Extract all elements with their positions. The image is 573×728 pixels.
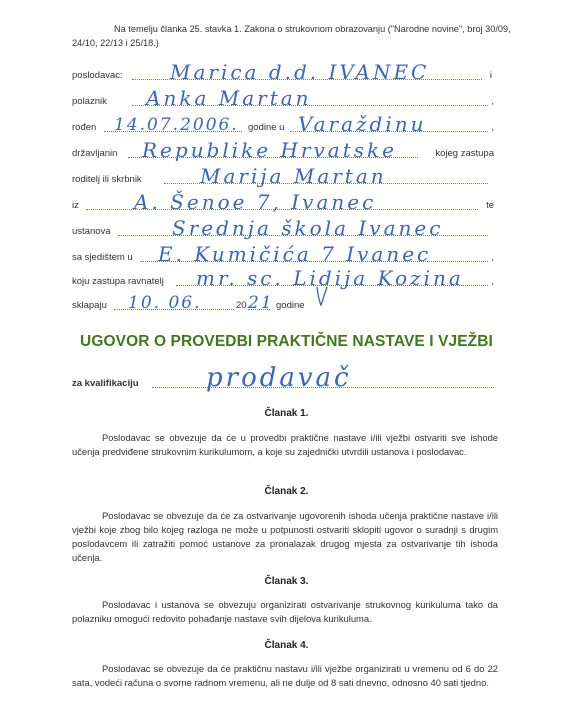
suffix-iz: te — [486, 200, 494, 211]
label-ravnatelj: koju zastupa ravnatelj — [72, 276, 164, 287]
article-2-heading: Članak 2. — [264, 486, 309, 497]
value-ustanova: Srednja škola Ivanec — [172, 216, 444, 240]
label-sklapaju: sklapaju — [72, 300, 107, 311]
value-poslodavac: Marica d.d. IVANEC — [170, 60, 430, 84]
suffix-sjediste: , — [491, 252, 494, 263]
article-3-text: Poslodavac i ustanova se obvezuju organizirati ostvarivanje strukovnog kurikuluma tako da polazniku omogući redovito pohađanje nastave svih dijelova kurikuluma. — [72, 599, 498, 624]
intro-text: Na temelju članka 25. stavka 1. Zakona o strukovnom obrazovanju ("Narodne novine", broj 30/09, 24/10, 22/13 i 25/18.) — [72, 24, 511, 48]
suffix-drzavljanin: kojeg zastupa — [435, 148, 494, 159]
value-roden-date: 14.07.2006. — [114, 115, 239, 135]
label-drzavljanin: državljanin — [72, 148, 118, 159]
suffix-ravnatelj: , — [491, 276, 494, 287]
contract-title: UGOVOR O PROVEDBI PRAKTIČNE NASTAVE I VJEŽBI — [80, 333, 493, 350]
field-ustanova — [72, 216, 494, 240]
label-godine-u: godine u — [248, 122, 285, 133]
field-ravnatelj — [72, 266, 494, 290]
label-year-prefix: 20 — [236, 300, 247, 311]
label-godine: godine — [276, 300, 305, 311]
article-4-heading: Članak 4. — [264, 640, 309, 651]
value-polaznik: Anka Martan — [146, 86, 312, 110]
field-kvalifikacija — [72, 363, 494, 393]
field-sklapaju — [72, 290, 494, 314]
field-iz — [72, 190, 494, 214]
field-poslodavac — [72, 60, 494, 84]
field-polaznik — [72, 86, 494, 110]
label-sjediste: sa sjedištem u — [72, 252, 133, 263]
value-sklapaju-date: 10. 06. — [128, 293, 202, 313]
label-poslodavac: poslodavac: — [72, 70, 123, 81]
article-1-heading: Članak 1. — [264, 408, 309, 419]
value-sklapaju-year: 21 — [248, 293, 274, 313]
value-roditelj: Marija Martan — [200, 164, 387, 188]
field-roditelj — [72, 164, 494, 188]
article-2-text: Poslodavac se obvezuje da će za ostvarivanje ugovorenih ishoda učenja praktične nastave i/ili vježbi koje zbog bilo kojeg razloga ne može u potpunosti ostvariti sklopiti ugovor o suradnji s drugim poslodavcem ili zatražiti pomoć ustanove za pronalazak drugog mjesta za ostvarivanje tih ishoda učenja. — [72, 510, 498, 563]
field-sjediste — [72, 242, 494, 266]
suffix-poslodavac: i — [489, 70, 492, 81]
value-iz: A. Šenoe 7, Ivanec — [134, 190, 377, 214]
article-3-heading: Članak 3. — [264, 576, 309, 587]
field-drzavljanin — [72, 138, 494, 162]
value-ravnatelj: mr. sc. Lidija Kozina — [196, 266, 464, 290]
label-polaznik: polaznik — [72, 96, 107, 107]
pen-mark-icon — [314, 285, 330, 307]
value-drzavljanin: Republike Hrvatske — [142, 138, 397, 162]
label-iz: iz — [72, 200, 79, 211]
label-ustanova: ustanova — [72, 226, 111, 237]
label-roden: rođen — [72, 122, 97, 133]
article-4-text: Poslodavac se obvezuje da će praktičnu nastavu i/ili vježbe organizirati u vremenu od 6 do 22 sata, vodeći računa o svorne radnom vremenu, ali ne dulje od 8 sati dnevno, odnosno 40 sati tjedno. — [72, 663, 498, 688]
suffix-roden: , — [491, 122, 494, 133]
suffix-polaznik: , — [491, 96, 494, 107]
article-1-text: Poslodavac se obvezuje da će u provedbi praktične nastave i/ili vježbi ostvariti sve ishode učenja predviđene strukovnim kurikulumom, a koje su zajednički utvrdili ustanova i poslodavac. — [72, 432, 498, 457]
value-roden-place: Varaždinu — [298, 112, 427, 136]
value-sjediste: E. Kumičića 7 Ivanec — [158, 242, 432, 266]
value-kvalifikacija: prodavač — [206, 363, 352, 393]
label-kvalifikacija: za kvalifikaciju — [72, 378, 139, 389]
field-roden — [72, 112, 494, 136]
label-roditelj: roditelj ili skrbnik — [72, 174, 142, 185]
